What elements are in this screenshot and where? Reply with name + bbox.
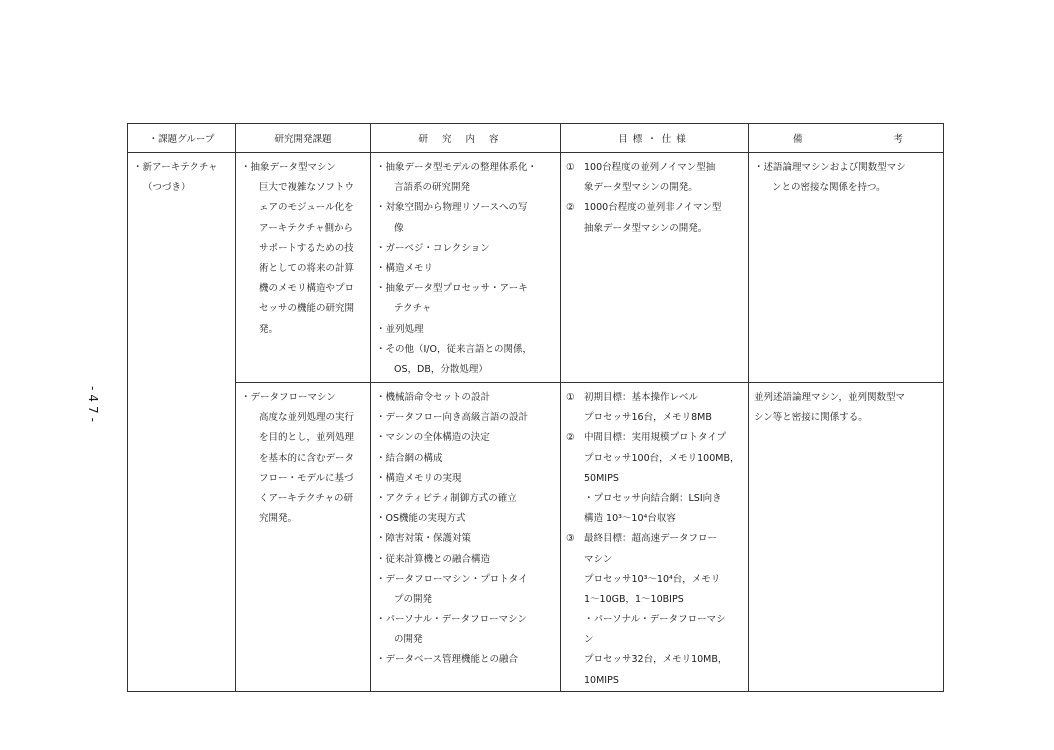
theme-title: ・抽象データ型マシン (241, 162, 336, 173)
content-item: ・抽象データ型プロセッサ・アーキ (376, 283, 528, 295)
remarks-cell-1 (749, 153, 944, 383)
header-remarks-b: 考 (893, 134, 903, 145)
content-item: ・構造メモリ (376, 262, 434, 274)
content-item: ・パーソナル・データフローマシン (376, 614, 527, 626)
target-line: マシン (584, 553, 613, 565)
content-item: ・対象空間から物理リソースへの写 (376, 202, 528, 214)
group-title: ・新アーキテクチャ (133, 162, 218, 173)
target-cell-1 (561, 153, 749, 383)
target-line: ① 初期目標：基本操作レベル (566, 392, 699, 403)
target-line: 1〜10GB，1〜10BIPS (584, 593, 684, 605)
theme-line: 究開発。 (259, 513, 298, 525)
target-line: 構造 10³〜10⁴台収容 (584, 513, 676, 525)
target-line: 抽象データ型マシンの開発。 (584, 222, 708, 234)
theme-line: 巨大で複雑なソフトウ (259, 182, 355, 194)
theme-line: サポートするための技 (259, 242, 354, 254)
research-plan-table (127, 123, 944, 692)
table-row (128, 153, 944, 383)
theme-line: を基本的に含むデータ (259, 452, 355, 464)
header-content: 研究内容 (371, 124, 561, 153)
content-item: ・データフロー向き高級言語の設計 (376, 412, 529, 424)
remarks-line: ンとの密接な関係を持つ。 (772, 182, 886, 194)
target-line: プロセッサ32台，メモリ10MB， (584, 654, 728, 666)
content-item: ・機械語命令セットの設計 (376, 392, 491, 403)
content-cell-2 (371, 383, 561, 692)
target-line: ② 1000台程度の並列非ノイマン型 (566, 202, 722, 214)
content-item: ・障害対策・保護対策 (376, 533, 472, 545)
content-item: ・OS機能の実現方式 (376, 513, 466, 525)
target-line: ① 100台程度の並列ノイマン型抽 (566, 162, 716, 173)
theme-line: を目的とし，並列処理 (259, 432, 355, 444)
header-theme: 研究開発課題 (236, 124, 371, 153)
target-line: ン (584, 634, 594, 646)
content-item: の開発 (394, 634, 423, 646)
content-item: ・並列処理 (376, 323, 424, 335)
target-line: プロセッサ100台，メモリ100MB， (584, 452, 740, 464)
content-item: ・アクティビティ制御方式の確立 (376, 492, 517, 504)
header-remarks (749, 124, 944, 153)
content-item: ・構造メモリの実現 (376, 472, 462, 484)
theme-cell-1 (236, 153, 371, 383)
header-target: 目標・仕様 (561, 124, 749, 153)
target-line: 象データ型マシンの開発。 (584, 182, 698, 194)
theme-line: 発。 (259, 323, 279, 335)
page-number: -47- (86, 386, 100, 426)
theme-line: 高度な並列処理の実行 (259, 412, 355, 424)
content-item: ・データフローマシン・プロトタイ (376, 573, 528, 585)
target-line: ③ 最終目標：超高速データフロー (566, 533, 718, 545)
header-group: ・課題グループ (128, 124, 236, 153)
target-line: 10MIPS (584, 674, 619, 686)
theme-cell-2 (236, 383, 371, 692)
group-cell (128, 153, 236, 692)
header-remarks-a: 備 (793, 134, 803, 145)
target-cell-2 (561, 383, 749, 692)
target-line: ・パーソナル・データフローマシ (584, 614, 726, 626)
target-line: プロセッサ16台，メモリ8MB (584, 412, 712, 424)
content-item: テクチャ (394, 303, 432, 315)
theme-title: ・データフローマシン (241, 392, 336, 403)
target-line: プロセッサ10³〜10⁴台，メモリ (584, 573, 721, 585)
content-item: ・抽象データ型モデルの整理体系化・ (376, 162, 538, 173)
content-item: ・データベース管理機能との融合 (376, 654, 519, 666)
theme-line: 術としての将来の計算 (259, 262, 355, 274)
theme-line: フロー・モデルに基づ (259, 472, 354, 484)
content-item: ・マシンの全体構造の決定 (376, 432, 490, 444)
target-line: 50MIPS (584, 472, 619, 484)
remarks-line: シン等と密接に関係する。 (754, 412, 868, 424)
target-line: ② 中間目標：実用規模プロトタイプ (566, 432, 727, 444)
remarks-line: ・述語論理マシンおよび関数型マシ (754, 162, 906, 173)
content-item: ・ガーベジ・コレクション (376, 242, 490, 254)
table-header-row (128, 124, 944, 153)
content-item: ・その他（I/O，従来言語との関係， (376, 343, 532, 355)
theme-line: ェアのモジュール化を (259, 202, 354, 214)
content-item: OS，DB，分散処理） (394, 363, 488, 375)
content-cell-1 (371, 153, 561, 383)
remarks-line: 並列述語論理マシン，並列関数型マ (754, 392, 906, 403)
group-continued: （つづき） (143, 182, 191, 194)
content-item: ・結合網の構成 (376, 452, 443, 464)
table-row (128, 383, 944, 692)
remarks-cell-2 (749, 383, 944, 692)
content-item: プの開発 (394, 593, 433, 605)
content-item: 像 (394, 222, 404, 234)
content-item: ・従来計算機との融合構造 (376, 553, 491, 565)
content-item: 言語系の研究開発 (394, 182, 471, 194)
theme-line: アーキテクチャ側から (259, 222, 354, 234)
theme-line: セッサの機能の研究開 (259, 303, 355, 315)
target-line: ・プロセッサ向結合網：LSI向き (584, 492, 722, 504)
theme-line: くアーキテクチャの研 (259, 492, 354, 504)
theme-line: 機のメモリ構造やプロ (259, 283, 355, 295)
